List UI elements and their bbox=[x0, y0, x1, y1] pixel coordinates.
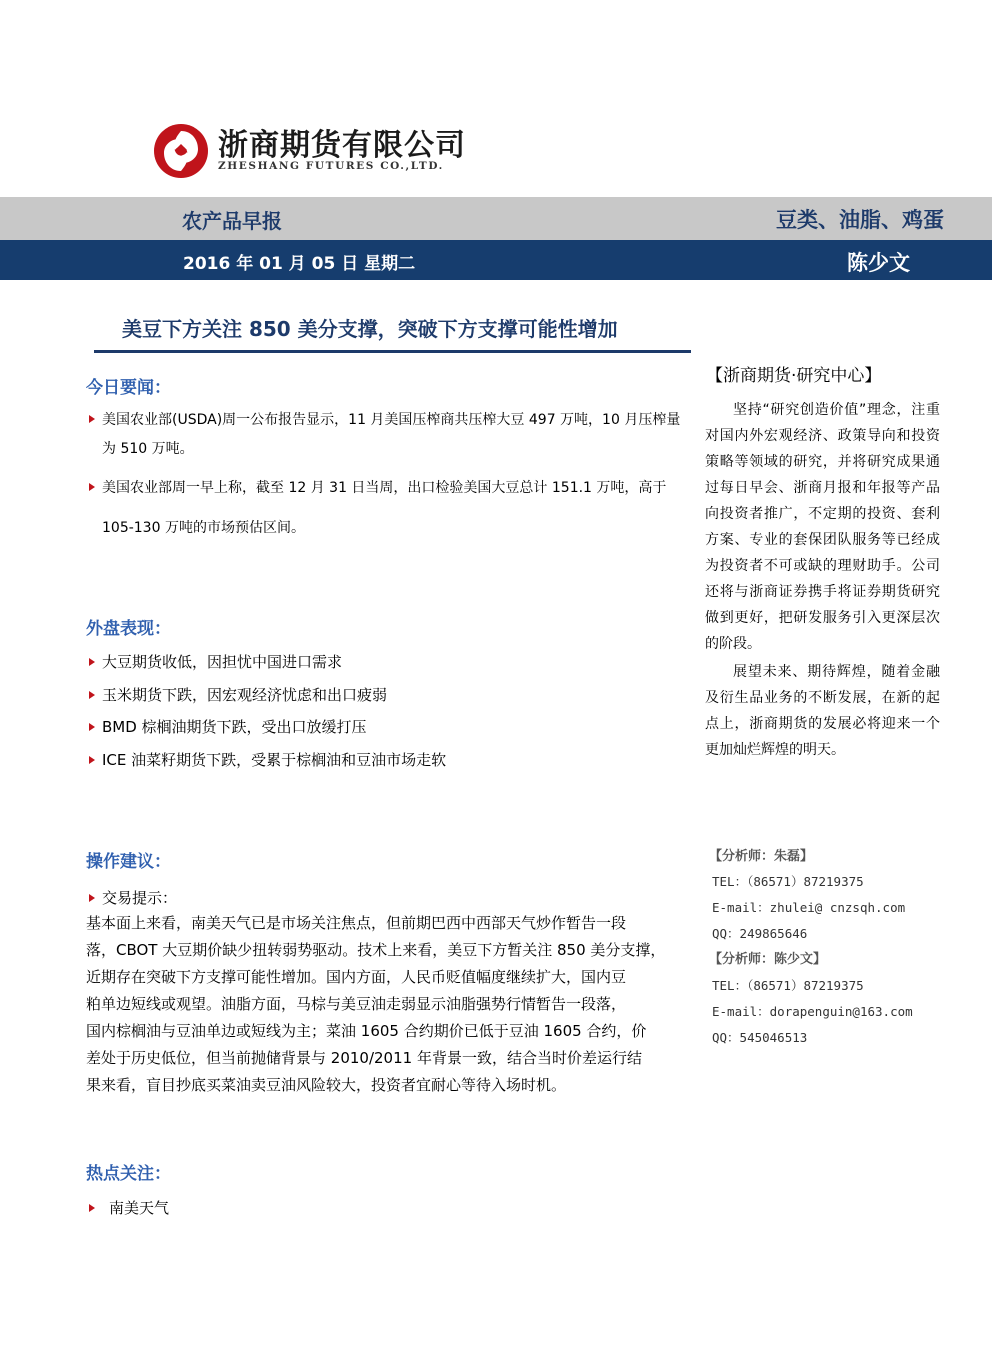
analyst-1-heading: 【分析师：朱磊】 bbox=[709, 849, 814, 864]
analyst-1-qq: QQ：249865646 bbox=[712, 926, 808, 941]
overseas-item: 玉米期货下跌，因宏观经济忧虑和出口疲弱 bbox=[89, 684, 387, 706]
headline: 美豆下方关注 850 美分支撑，突破下方支撑可能性增加 bbox=[122, 317, 618, 341]
bullet-triangle-icon bbox=[89, 658, 95, 666]
bullet-triangle-icon bbox=[89, 756, 95, 764]
analyst-1-email[interactable]: E-mail：zhulei@ cnzsqh.com bbox=[712, 900, 906, 915]
bullet-triangle-icon bbox=[89, 483, 95, 491]
bullet-triangle-icon bbox=[89, 894, 95, 902]
analyst-2-email[interactable]: E-mail：dorapenguin@163.com bbox=[712, 1004, 913, 1019]
report-categories: 豆类、油脂、鸡蛋 bbox=[776, 208, 944, 232]
news-section-title: 今日要闻： bbox=[86, 378, 171, 398]
overseas-item: BMD 棕榈油期货下跌，受出口放缓打压 bbox=[89, 716, 367, 738]
header-blue-bar bbox=[0, 240, 992, 280]
analyst-2-tel: TEL：（86571）87219375 bbox=[712, 978, 864, 993]
bullet-triangle-icon bbox=[89, 723, 95, 731]
news-item: 美国农业部周一早上称，截至 12 月 31 日当周，出口检验美国大豆总计 151.1 万吨，高于 bbox=[89, 477, 666, 499]
analyst-2-qq: QQ：545046513 bbox=[712, 1030, 808, 1045]
company-name-cn: 浙商期货有限公司 bbox=[218, 128, 466, 163]
news-item-continuation: 为 510 万吨。 bbox=[102, 441, 194, 457]
news-item-continuation: 105-130 万吨的市场预估区间。 bbox=[102, 520, 305, 536]
report-type: 农产品早报 bbox=[182, 209, 282, 233]
analyst-1-tel: TEL：（86571）87219375 bbox=[712, 874, 864, 889]
bullet-triangle-icon bbox=[89, 691, 95, 699]
overseas-item: 大豆期货收低，因担忧中国进口需求 bbox=[89, 651, 342, 673]
research-center-title: 【浙商期货·研究中心】 bbox=[706, 366, 882, 386]
analyst-2-heading: 【分析师：陈少文】 bbox=[709, 952, 827, 967]
report-date: 2016 年 01 月 05 日 星期二 bbox=[183, 254, 416, 274]
hot-section-title: 热点关注： bbox=[86, 1164, 171, 1184]
advice-body: 基本面上来看，南美天气已是市场关注焦点，但前期巴西中西部天气炒作暂告一段 落，CBOT 大豆期价缺少扭转弱势驱动。技术上来看，美豆下方暂关注 850 美分支撑， 近期存在突破下方支撑可能性增加。国内方面，人民币贬值幅度继续扩大，国内豆 粕单边短线或观望。油脂方面，马棕与美豆油走弱显示油脂强势行情暂告一段落， 国内棕榈油与豆油单边或短线为主；菜油 1605 合约期价已低于豆油 1605 合约，价 差处于历史低位，但当前抛储背景与 2010/2011 年背景一致，结合当时价差运行结 果来看，盲目抄底买菜油卖豆油风险较大，投资者宜耐心等待入场时机。 bbox=[86, 914, 666, 1094]
company-name-en: ZHESHANG FUTURES CO.,LTD. bbox=[218, 160, 444, 172]
bullet-triangle-icon bbox=[89, 1204, 95, 1212]
headline-divider bbox=[94, 350, 691, 353]
research-center-outlook: 展望未来、期待辉煌，随着金融及衍生品业务的不断发展，在新的起点上，浙商期货的发展必将迎来一个更加灿烂辉煌的明天。 bbox=[705, 664, 940, 758]
news-item: 美国农业部(USDA)周一公布报告显示，11 月美国压榨商共压榨大豆 497 万吨，10 月压榨量 bbox=[89, 409, 680, 431]
research-center-intro: 坚持“研究创造价值”理念，注重对国内外宏观经济、政策导向和投资策略等领域的研究，并将研究成果通过每日早会、浙商月报和年报等产品向投资者推广，不定期的投资、套利方案、专业的套保团队服务等已经成为投资者不可或缺的理财助手。公司还将与浙商证券携手将证券期货研究做到更好，把研发服务引入更深层次的阶段。 bbox=[705, 402, 940, 652]
overseas-item: ICE 油菜籽期货下跌，受累于棕榈油和豆油市场走软 bbox=[89, 749, 446, 771]
trade-tip-label: 交易提示： bbox=[89, 887, 177, 909]
overseas-section-title: 外盘表现： bbox=[86, 619, 171, 639]
report-author: 陈少文 bbox=[847, 251, 910, 275]
advice-section-title: 操作建议： bbox=[86, 852, 171, 872]
hot-item: 南美天气 bbox=[89, 1197, 169, 1219]
bullet-triangle-icon bbox=[89, 415, 95, 423]
zheshang-logo-icon bbox=[152, 122, 210, 180]
